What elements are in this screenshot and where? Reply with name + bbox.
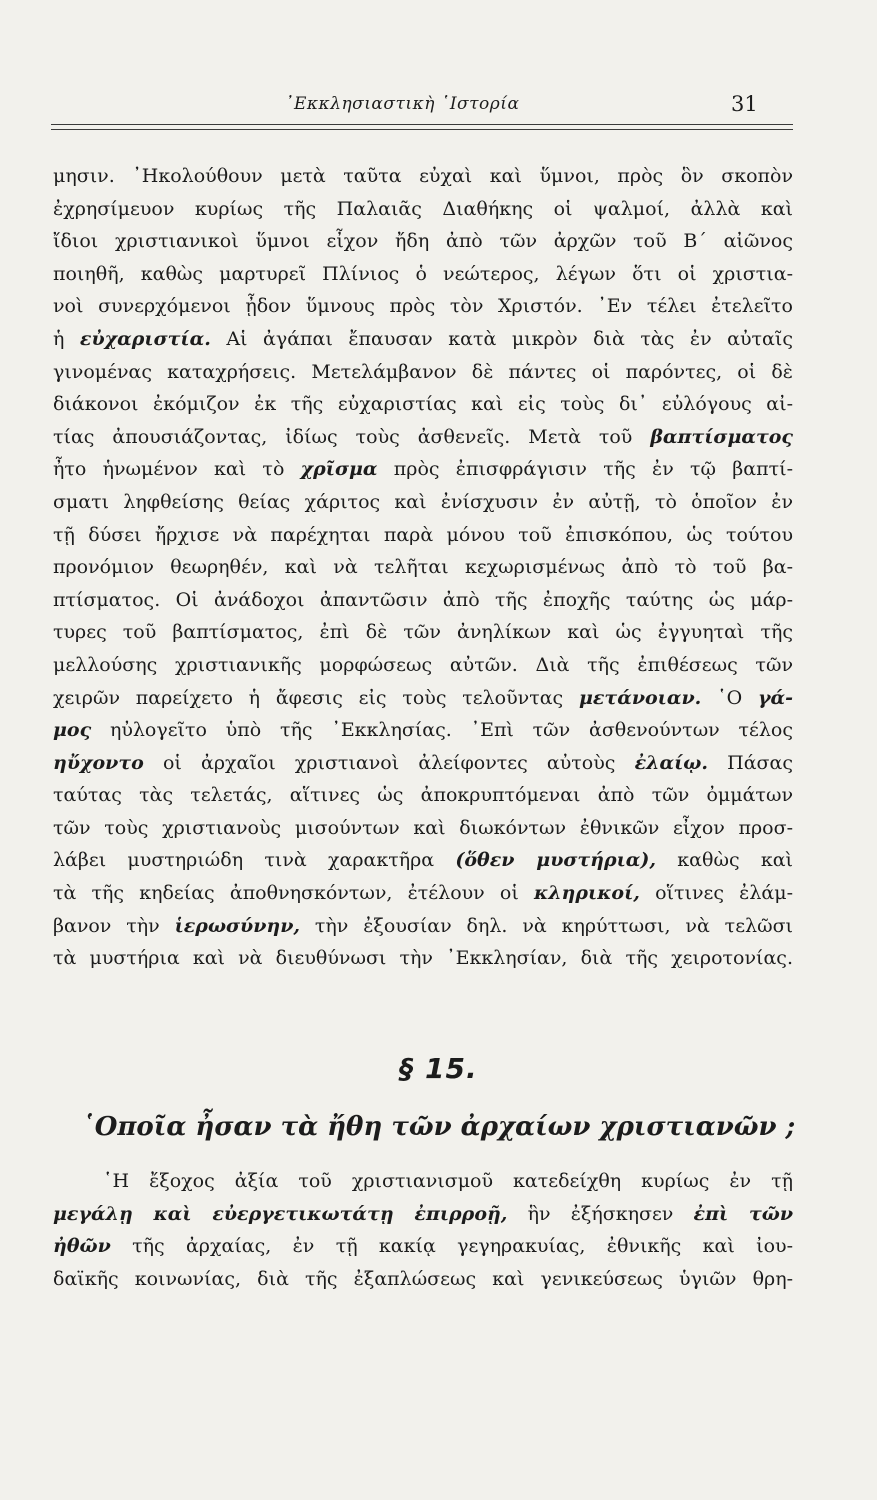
- emphasized-term: χρῖσμα: [300, 458, 378, 481]
- emphasized-term: μετάνοιαν.: [578, 686, 702, 709]
- text-run: ἦτο ἡνωμένον καὶ τὸ: [53, 458, 301, 481]
- text-line: [53, 1230, 793, 1263]
- text-run: λάβει μυστηριώδη τινὰ χαρακτῆρα: [53, 849, 456, 872]
- text-run: Πάσας: [708, 751, 793, 774]
- text-run: ἴδιοι χριστιανικοὶ ὕμνοι εἶχον ἤδη ἀπὸ τῶν ἀρχῶν τοῦ Β΄ αἰῶνος: [53, 230, 793, 253]
- emphasized-term: εὐχαριστία.: [79, 327, 211, 350]
- emphasized-term: γά-: [757, 686, 793, 709]
- text-line: [53, 1263, 793, 1296]
- emphasized-term: κληρικοί,: [533, 882, 640, 905]
- text-run: καθὼς καὶ: [656, 849, 793, 872]
- emphasized-term: ηὔχοντο: [53, 751, 144, 774]
- text-run: τὴν ἐξουσίαν δηλ. νὰ κηρύττωσι, νὰ τελῶσι: [300, 914, 793, 937]
- text-run: τῇ δύσει ἤρχισε νὰ παρέχηται παρὰ μόνου τοῦ ἐπισκόπου, ὡς τούτου: [53, 523, 793, 546]
- text-line: [53, 779, 793, 812]
- text-line: [53, 160, 793, 193]
- text-run: τῶν τοὺς χριστιανοὺς μισούντων καὶ διωκόντων ἐθνικῶν εἶχον προσ-: [53, 816, 793, 839]
- text-line: [53, 910, 793, 943]
- text-line: [53, 616, 793, 649]
- running-head: [0, 94, 877, 124]
- text-run: πτίσματος. Οἱ ἀνάδοχοι ἀπαντῶσιν ἀπὸ τῆς ἐποχῆς ταύτης ὡς μάρ-: [53, 588, 793, 611]
- text-line: [53, 844, 793, 877]
- paragraph-1: [53, 160, 793, 975]
- header-rule-bottom: [51, 129, 793, 130]
- text-run: δαϊκῆς κοινωνίας, διὰ τῆς ἐξαπλώσεως καὶ γενικεύσεως ὑγιῶν θρη-: [53, 1267, 793, 1290]
- text-run: τὰ τῆς κηδείας ἀποθνησκόντων, ἐτέλουν οἱ: [53, 882, 534, 905]
- text-run: μησιν. ᾿Ηκολούθουν μετὰ ταῦτα εὐχαὶ καὶ ὕμνοι, πρὸς ὃν σκοπὸν: [53, 165, 793, 187]
- emphasized-term: (ὅθεν μυστήρια),: [455, 849, 657, 872]
- text-run: τίας ἀπουσιάζοντας, ἰδίως τοὺς ἀσθενεῖς. Μετὰ τοῦ: [53, 425, 651, 448]
- text-line: [53, 323, 793, 356]
- text-run: προνόμιον θεωρηθέν, καὶ νὰ τελῆται κεχωρισμένως ἀπὸ τὸ τοῦ βα-: [53, 556, 793, 579]
- text-line: [53, 714, 793, 747]
- text-line: [53, 1198, 793, 1231]
- running-title: ᾿Εκκλησιαστικὴ ῾Ιστορία: [285, 94, 520, 114]
- text-line: [53, 584, 793, 617]
- text-line: [53, 225, 793, 258]
- text-run: ποιηθῆ, καθὼς μαρτυρεῖ Πλίνιος ὁ νεώτερος, λέγων ὅτι οἱ χριστια-: [53, 262, 793, 285]
- text-run: πρὸς ἐπισφράγισιν τῆς ἐν τῷ βαπτί-: [377, 458, 793, 481]
- text-line: [53, 1165, 793, 1198]
- text-run: μελλούσης χριστιανικῆς μορφώσεως αὐτῶν. Διὰ τῆς ἐπιθέσεως τῶν: [53, 653, 793, 676]
- text-run: βανον τὴν: [53, 914, 175, 937]
- text-run: σματι ληφθείσης θείας χάριτος καὶ ἐνίσχυσιν ἐν αὐτῇ, τὸ ὁποῖον ἐν: [53, 490, 793, 513]
- text-line: [53, 453, 793, 486]
- text-run: ῾Ο: [701, 686, 758, 709]
- text-run: τὰ μυστήρια καὶ νὰ διευθύνωσι τὴν ᾿Εκκλησίαν, διὰ τῆς χειροτονίας.: [53, 947, 793, 970]
- text-line: [53, 258, 793, 291]
- section-title: ῾Οποῖα ἦσαν τὰ ἤθη τῶν ἀρχαίων χριστιανῶν ;: [81, 1112, 796, 1142]
- text-run: ἡ: [53, 327, 80, 350]
- emphasized-term: μος: [53, 719, 92, 742]
- text-run: οἵτινες ἐλάμ-: [639, 882, 793, 905]
- text-run: τῆς ἀρχαίας, ἐν τῇ κακίᾳ γεγηρακυίας, ἐθνικῆς καὶ ἰου-: [110, 1235, 793, 1258]
- emphasized-term: μεγάλῃ καὶ εὐεργετικωτάτῃ ἐπιρροῇ,: [53, 1202, 508, 1225]
- text-line: [53, 356, 793, 389]
- text-run: ἐχρησίμευον κυρίως τῆς Παλαιᾶς Διαθήκης οἱ ψαλμοί, ἀλλὰ καὶ: [53, 197, 793, 220]
- text-line: [53, 942, 793, 975]
- text-run: γινομένας καταχρήσεις. Μετελάμβανον δὲ πάντες οἱ παρόντες, οἱ δὲ: [53, 360, 793, 383]
- text-run: οἱ ἀρχαῖοι χριστιανοὶ ἀλείφοντες αὐτοὺς: [143, 751, 635, 774]
- emphasized-term: ἱερωσύνην,: [174, 914, 301, 937]
- text-line: [53, 486, 793, 519]
- text-line: [53, 193, 793, 226]
- text-line: [53, 519, 793, 552]
- text-run: ηὐλογεῖτο ὑπὸ τῆς ᾿Εκκλησίας. ᾿Επὶ τῶν ἀσθενούντων τέλος: [91, 719, 793, 742]
- text-line: [53, 649, 793, 682]
- emphasized-term: ἐλαίῳ.: [634, 751, 708, 774]
- text-line: [53, 290, 793, 323]
- text-run: τυρες τοῦ βαπτίσματος, ἐπὶ δὲ τῶν ἀνηλίκων καὶ ὡς ἐγγυηταὶ τῆς: [53, 621, 793, 644]
- text-run: Αἱ ἀγάπαι ἔπαυσαν κατὰ μικρὸν διὰ τὰς ἐν αὐταῖς: [210, 327, 793, 350]
- emphasized-term: ἐπὶ τῶν: [693, 1202, 793, 1225]
- text-line: [53, 682, 793, 715]
- text-run: διάκονοι ἐκόμιζον ἐκ τῆς εὐχαριστίας καὶ εἰς τοὺς δι᾿ εὐλόγους αἰ-: [53, 393, 793, 416]
- text-run: ἣν ἐξήσκησεν: [507, 1202, 694, 1225]
- paragraph-2: [53, 1165, 793, 1295]
- text-run: ταύτας τὰς τελετάς, αἵτινες ὡς ἀποκρυπτόμεναι ἀπὸ τῶν ὀμμάτων: [53, 784, 793, 807]
- text-run: χειρῶν παρείχετο ἡ ἄφεσις εἰς τοὺς τελοῦντας: [53, 686, 579, 709]
- text-line: [53, 747, 793, 780]
- section-number: § 15.: [399, 1052, 478, 1085]
- page-number: 31: [731, 92, 758, 116]
- text-line: [53, 421, 793, 454]
- header-rule-top: [51, 124, 793, 125]
- emphasized-term: ἠθῶν: [53, 1235, 111, 1258]
- text-line: [53, 551, 793, 584]
- text-line: [53, 877, 793, 910]
- text-line: [53, 812, 793, 845]
- text-line: [53, 388, 793, 421]
- text-run: νοὶ συνερχόμενοι ᾖδον ὕμνους πρὸς τὸν Χριστόν. ᾿Εν τέλει ἐτελεῖτο: [53, 295, 793, 318]
- text-run: ῾Η ἔξοχος ἀξία τοῦ χριστιανισμοῦ κατεδείχθη κυρίως ἐν τῇ: [103, 1170, 793, 1192]
- emphasized-term: βαπτίσματος: [650, 425, 793, 448]
